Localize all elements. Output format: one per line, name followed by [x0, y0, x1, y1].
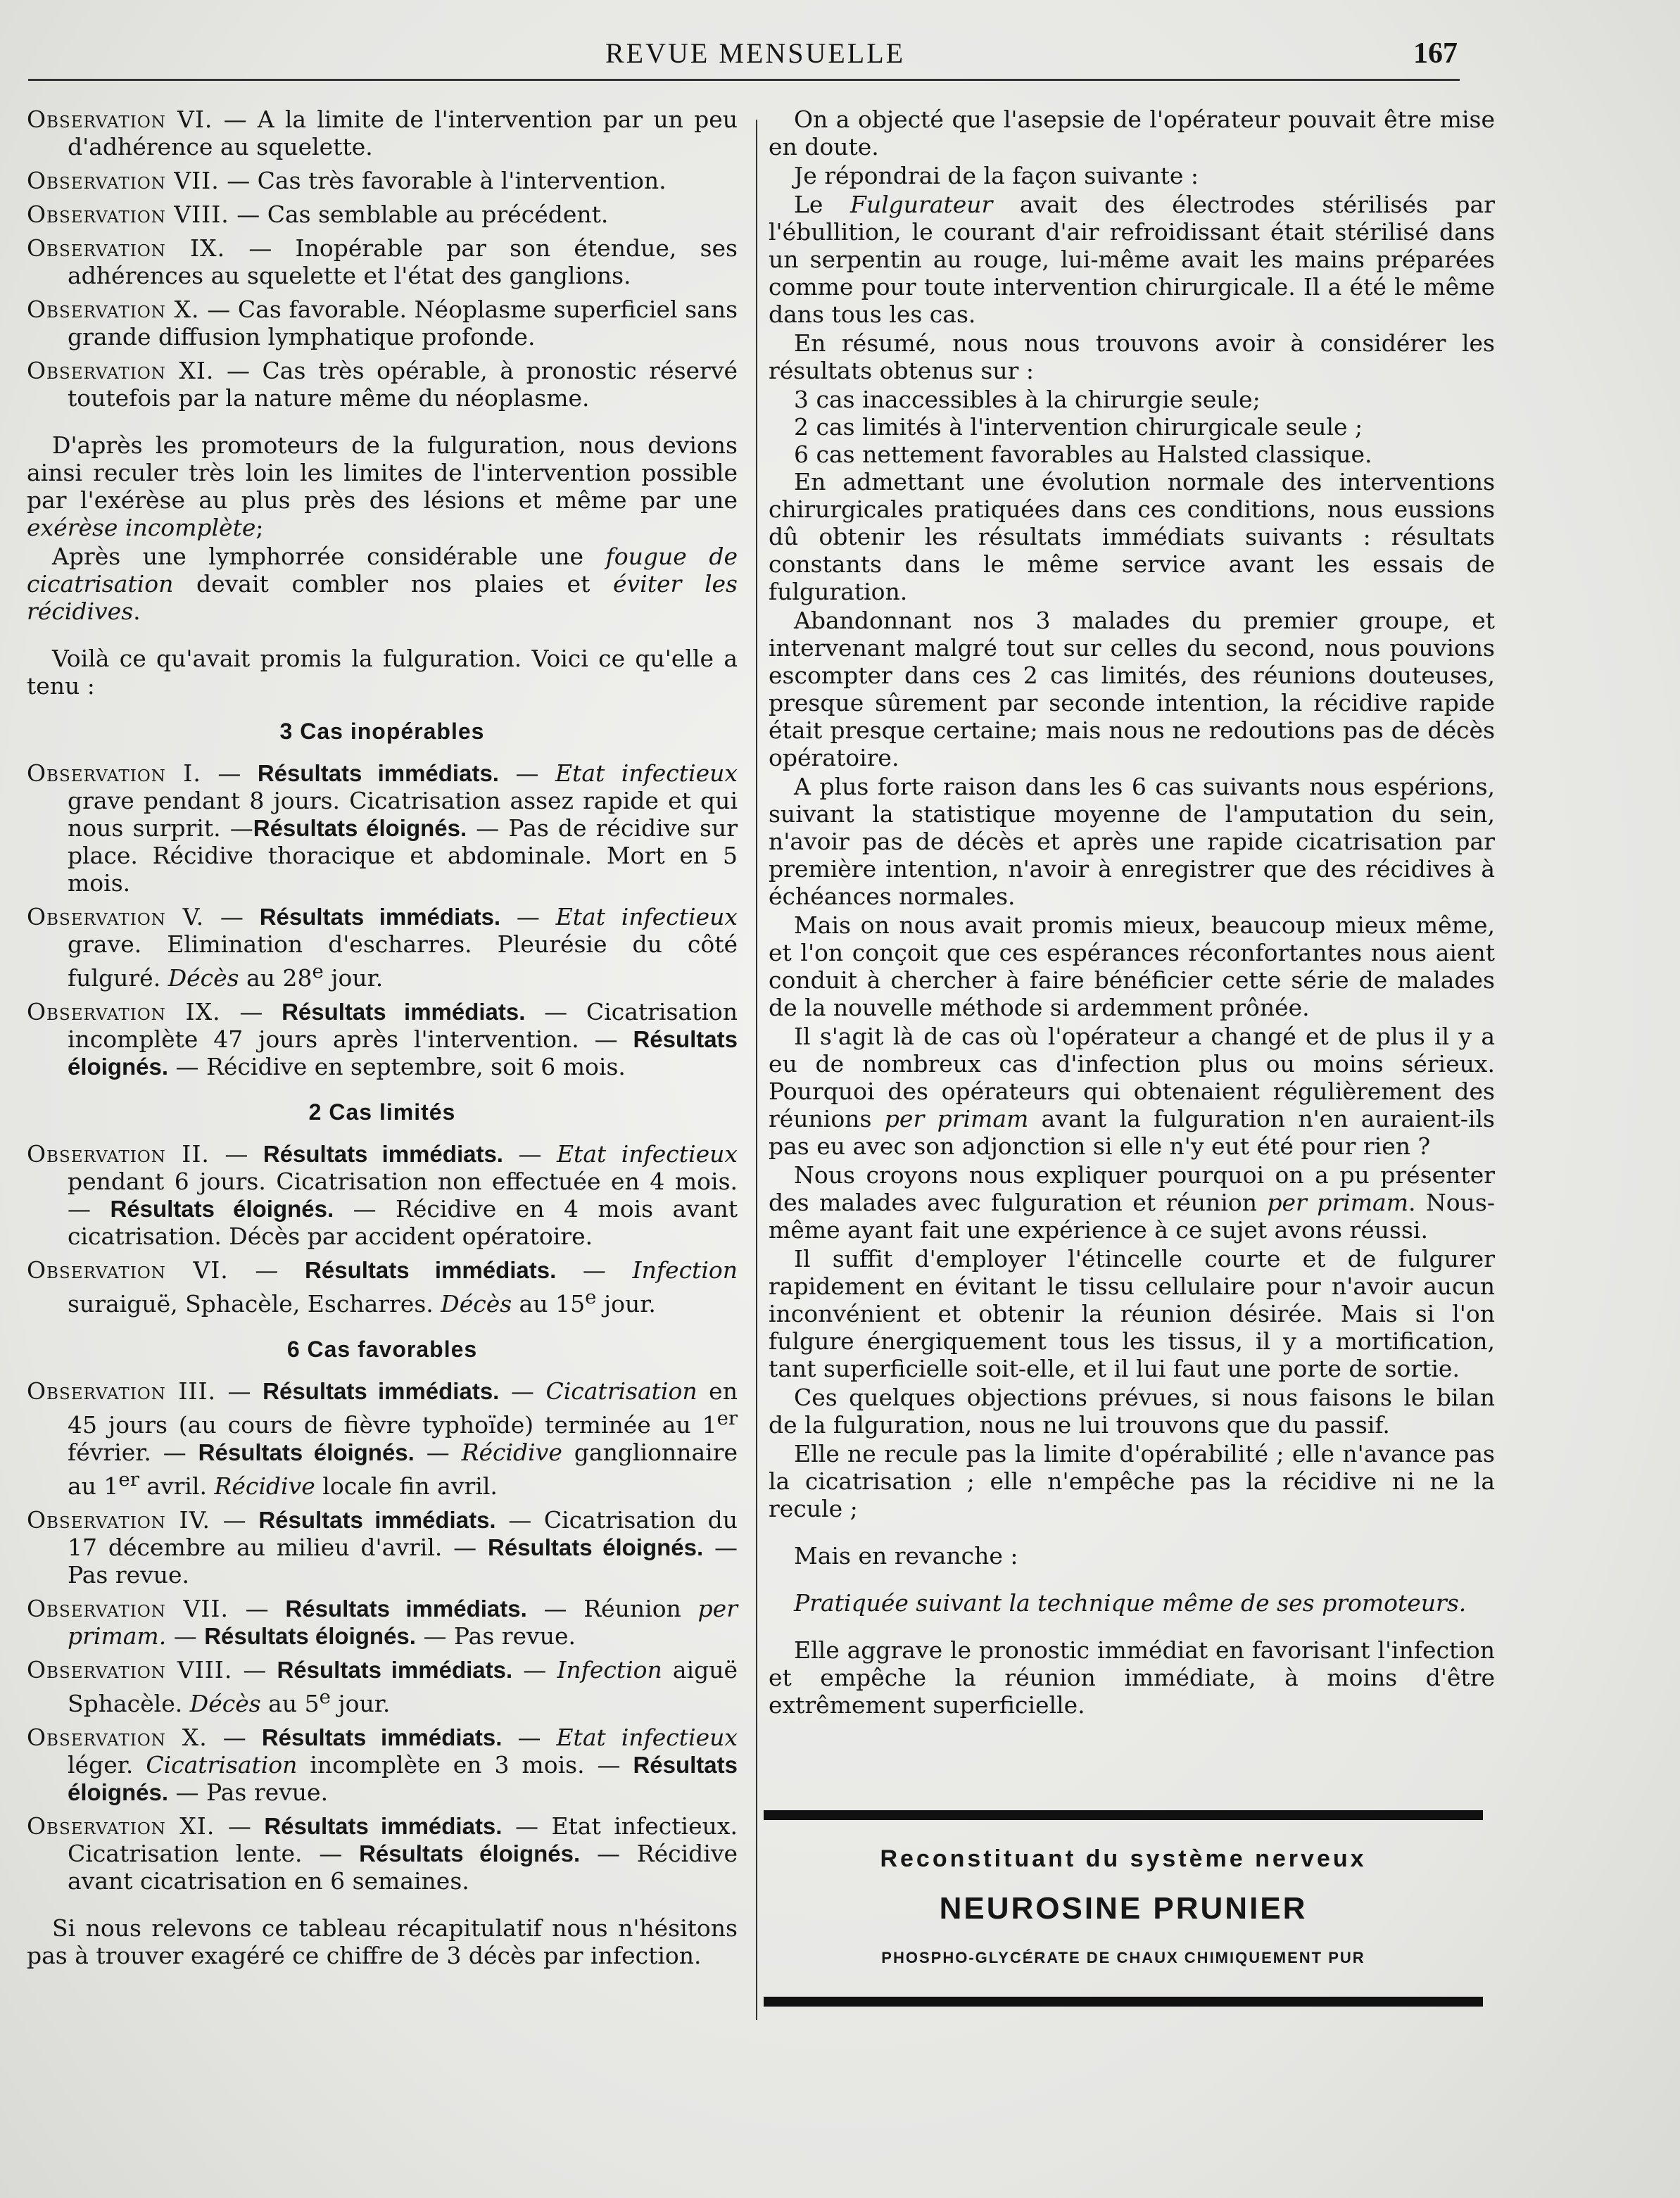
paragraph: Elle aggrave le pronostic immédiat en favorisant l'infection et empêche la réunion immédiate, à moins d'être extrêmement superficielle. [769, 1636, 1495, 1719]
observation: Observation IX. — Inopérable par son étendue, ses adhérences au squelette et l'état des ganglions. [27, 234, 738, 289]
observation: Observation XI. — Cas très opérable, à pronostic réservé toutefois par la nature même du néoplasme. [27, 357, 738, 412]
page-header [28, 37, 1469, 76]
paragraph: Le Fulgurateur avait des électrodes stérilisés par l'ébullition, le courant d'air refroidissant était stérilisé dans un serpentin au rouge, lui-même avait les mains préparées comme pour toute intervention chirurgicale. Il a été le même dans tous les cas. [769, 191, 1496, 328]
right-column [769, 106, 1495, 1720]
paragraph: Elle ne recule pas la limite d'opérabilité ; elle n'avance pas la cicatrisation ; elle n'empêche pas la récidive ni ne la recule ; [769, 1440, 1495, 1522]
ad-slogan: Reconstituant du système nerveux [880, 1845, 1367, 1872]
column-divider [756, 120, 757, 2020]
observation: Observation VI. — Résultats immédiats. — Infection suraiguë, Sphacèle, Escharres. Décès au 15e jour. [27, 1256, 738, 1318]
paragraph: Ces quelques objections prévues, si nous faisons le bilan de la fulguration, nous ne lui trouvons que du passif. [769, 1384, 1495, 1439]
section-title: 6 Cas favorables [286, 1337, 478, 1362]
observation: Observation I. — Résultats immédiats. — Etat infectieux grave pendant 8 jours. Cicatrisation assez rapide et qui nous surprit. —Résultats éloignés. — Pas de récidive sur place. Récidive thoracique et abdominale. Mort en 5 mois. [27, 759, 738, 897]
ad-product-name: NEUROSINE PRUNIER [939, 1891, 1308, 1926]
spacer [769, 1571, 1495, 1589]
observation: Observation VII. — Cas très favorable à l'intervention. [27, 167, 667, 194]
ad-bottom-bar [764, 1997, 1483, 2007]
paragraph: En résumé, nous nous trouvons avoir à considérer les résultats obtenus sur : [769, 329, 1495, 384]
paragraph: D'après les promoteurs de la fulguration, nous devions ainsi reculer très loin les limites de l'intervention possible par l'exérèse au plus près des lésions et même par une exérèse incomplète; [27, 431, 738, 541]
observation-list [27, 106, 738, 412]
paragraph: Je répondrai de la façon suivante : [794, 162, 1199, 189]
observation: Observation IV. — Résultats immédiats. — Cicatrisation du 17 décembre au milieu d'avril. — Résultats éloignés. — Pas revue. [27, 1506, 738, 1589]
running-title: REVUE MENSUELLE [605, 37, 906, 69]
paragraph: Il suffit d'employer l'étincelle courte et de fulgurer rapidement en évitant le tissu cellulaire pour n'avoir aucun inconvénient et obtenir la réunion désirée. Mais si l'on fulgure énergiquement tous les tissus, il y a mortification, tant superficielle soit-elle, et il lui faut une porte de sortie. [769, 1245, 1495, 1382]
paragraph: Abandonnant nos 3 malades du premier groupe, et intervenant malgré tout sur celles du second, nous pouvions escompter dans ces 2 cas limités, des réunions douteuses, presque sûrement par seconde intention, la récidive rapide était presque certaine; mais nous ne redoutions pas de décès opératoire. [769, 607, 1495, 771]
list-item: 6 cas nettement favorables au Halsted classique. [794, 441, 1372, 468]
observation: Observation V. — Résultats immédiats. — Etat infectieux grave. Elimination d'escharres. Pleurésie du côté fulguré. Décès au 28e jour. [27, 903, 738, 992]
observation: Observation VI. — A la limite de l'intervention par un peu d'adhérence au squelette. [27, 106, 738, 160]
paragraph: Voilà ce qu'avait promis la fulguration. Voici ce qu'elle a tenu : [27, 645, 738, 700]
paragraph: Mais on nous avait promis mieux, beaucoup mieux même, et l'on conçoit que ces espérances réconfortantes nous aient conduit à chercher à faire bénéficier cette série de malades de la nouvelle méthode si ardemment prônée. [769, 911, 1495, 1021]
paragraph: Il s'agit là de cas où l'opérateur a changé et de plus il y a eu de nombreux cas d'infection plus ou moins sérieux. Pourquoi des opérateurs qui obtenaient régulièrement des réunions per primam avant la fulguration n'en auraient-ils pas eu avec son adjonction si elle n'y eut été pour rien ? [769, 1023, 1495, 1160]
observation: Observation VIII. — Cas semblable au précédent. [27, 201, 609, 228]
observation: Observation IX. — Résultats immédiats. — Cicatrisation incomplète 47 jours après l'intervention. — Résultats éloignés. — Récidive en septembre, soit 6 mois. [27, 998, 738, 1080]
section-title: 3 Cas inopérables [279, 719, 485, 744]
paragraph: Après une lymphorrée considérable une fougue de cicatrisation devait combler nos plaies et éviter les récidives. [27, 543, 738, 625]
paragraph: Pratiquée suivant la technique même de ses promoteurs. [794, 1589, 1467, 1617]
header-rule [28, 79, 1460, 81]
paragraph: Mais en revanche : [794, 1542, 1018, 1569]
left-column [27, 106, 738, 1971]
paragraph: A plus forte raison dans les 6 cas suivants nous espérions, suivant la statistique moyenne de l'amputation du sein, n'avoir pas de décès et après une rapide cicatrisation par première intention, n'avoir à enregistrer que des récidives à échéances normales. [769, 773, 1495, 910]
observation: Observation III. — Résultats immédiats. — Cicatrisation en 45 jours (au cours de fièvre typhoïde) terminée au 1er février. — Résultats éloignés. — Récidive ganglionnaire au 1er avril. Récidive locale fin avril. [27, 1377, 738, 1500]
section-title: 2 Cas limités [308, 1099, 456, 1125]
ad-top-bar [764, 1810, 1483, 1820]
paragraph: Si nous relevons ce tableau récapitulatif nous n'hésitons pas à trouver exagéré ce chiffre de 3 décès par infection. [27, 1914, 738, 1969]
list-item: 3 cas inaccessibles à la chirurgie seule; [794, 386, 1261, 413]
observation: Observation X. — Cas favorable. Néoplasme superficiel sans grande diffusion lymphatique profonde. [27, 296, 738, 350]
observation: Observation XI. — Résultats immédiats. — Etat infectieux. Cicatrisation lente. — Résultats éloignés. — Récidive avant cicatrisation en 6 semaines. [27, 1812, 738, 1895]
observation: Observation VII. — Résultats immédiats. — Réunion per primam. — Résultats éloignés. — Pas revue. [27, 1595, 738, 1650]
observation: Observation VIII. — Résultats immédiats. — Infection aiguë Sphacèle. Décès au 5e jour. [27, 1656, 738, 1717]
spacer [769, 1524, 1495, 1542]
observation: Observation II. — Résultats immédiats. — Etat infectieux pendant 6 jours. Cicatrisation non effectuée en 4 mois. — Résultats éloignés. — Récidive en 4 mois avant cicatrisation. Décès par accident opératoire. [27, 1140, 738, 1250]
advertisement [764, 1810, 1483, 2007]
observation: Observation X. — Résultats immédiats. — Etat infectieux léger. Cicatrisation incomplète en 3 mois. — Résultats éloignés. — Pas revue. [27, 1724, 738, 1806]
list-item: 2 cas limités à l'intervention chirurgicale seule ; [794, 413, 1363, 441]
paragraph: En admettant une évolution normale des interventions chirurgicales pratiquées dans ces conditions, nous eussions dû obtenir les résultats immédiats suivants : résultats constants dans le même service avant les essais de fulguration. [769, 468, 1495, 605]
spacer [769, 1618, 1495, 1636]
page-number: 167 [1413, 37, 1458, 70]
paragraph: Nous croyons nous expliquer pourquoi on a pu présenter des malades avec fulguration et réunion per primam. Nous-même ayant fait une expérience à ce sujet avons réussi. [769, 1161, 1496, 1244]
paragraph: On a objecté que l'asepsie de l'opérateur pouvait être mise en doute. [769, 106, 1495, 160]
ad-description: PHOSPHO-GLYCÉRATE DE CHAUX CHIMIQUEMENT PUR [881, 1949, 1365, 1966]
